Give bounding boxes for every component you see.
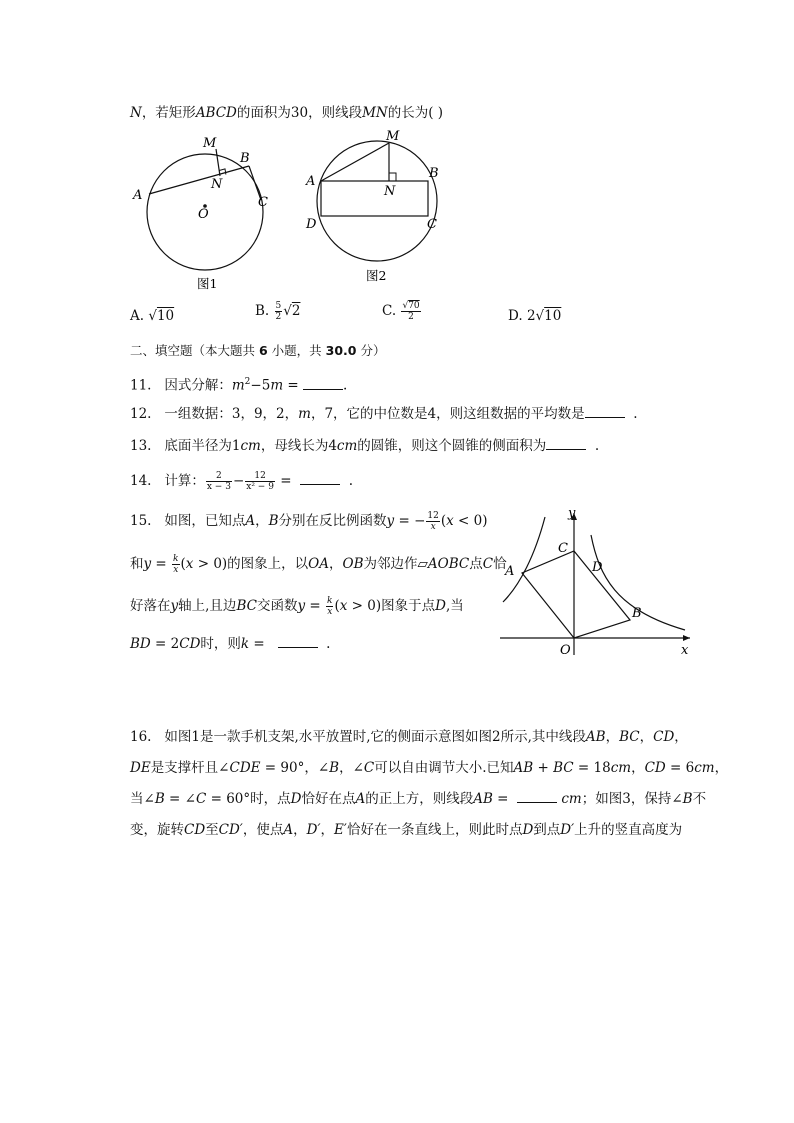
answer-blank[interactable]: [517, 790, 557, 803]
label-b: B: [632, 606, 642, 621]
answer-blank[interactable]: [278, 635, 318, 648]
label-o: O: [198, 207, 209, 222]
circle-2: [317, 141, 437, 261]
question-14: 14. 计算： $\frac{2}{x - 3}$ − $\frac{12}{\text{x² − 9}}$ = .: [130, 471, 354, 492]
segment-mn: [216, 149, 220, 176]
question-15-line-4: BD = 2CD时，则k = .: [130, 636, 331, 652]
answer-blank[interactable]: [300, 472, 340, 485]
figure-3-coordinate: [495, 505, 695, 660]
answer-blank[interactable]: [546, 437, 586, 450]
label-a: A: [505, 564, 515, 579]
label-b: B: [240, 151, 250, 166]
x-axis-arrow: [683, 635, 690, 641]
option-c: C. $\frac{√70}{2}$: [382, 301, 420, 322]
question-16-line-2: DE是支撑杆且∠CDE = 90°，∠B，∠C可以自由调节大小.已知AB + BC = 18cm，CD = 6cm，: [130, 760, 729, 776]
figure-1-circle: [125, 128, 295, 298]
option-a: A. √10: [130, 308, 175, 324]
question-16-line-3: 当∠B = ∠C = 60°时，点D恰好在点A的正上方，则线段AB = cm；如图3，保持∠B不: [130, 791, 707, 807]
option-b: B. $\frac{5}{2}$ √2: [255, 301, 301, 322]
question-13: 13. 底面半径为1cm，母线长为4cm的圆锥，则这个圆锥的侧面积为 .: [130, 438, 600, 454]
label-n: N: [211, 177, 223, 192]
label-n: N: [384, 184, 396, 199]
curve-left-branch: [503, 517, 545, 602]
question-12: 12. 一组数据：3，9，2，m，7，它的中位数是4，则这组数据的平均数是 .: [130, 406, 638, 422]
section-2-header: 二、填空题（本大题共 6 小题，共 30.0 分）: [130, 343, 386, 358]
question-16-line-1: 16. 如图1是一款手机支架,水平放置时,它的侧面示意图如图2所示,其中线段AB，BC，CD，: [130, 729, 688, 745]
question-10-tail: N，若矩形ABCD的面积为30，则线段MN的长为( ): [130, 105, 444, 121]
label-x: x: [681, 643, 689, 658]
right-angle-mark: [389, 173, 396, 181]
question-15-line-1: 15. 如图，已知点A，B分别在反比例函数y = − $\frac{12}{x}$ (x < 0): [130, 511, 488, 532]
rectangle-abcd: [321, 181, 428, 216]
parallelogram-aobc: [522, 551, 630, 638]
figure-2-caption: 图2: [366, 268, 387, 283]
label-d: D: [592, 560, 603, 575]
question-11: 11. 因式分解：$m^2-5m$ = .: [130, 377, 348, 394]
option-d: D. 2√10: [508, 308, 562, 324]
label-a: A: [306, 174, 316, 189]
label-c: C: [427, 217, 437, 232]
label-b: B: [429, 166, 439, 181]
question-15-line-3: 好落在y轴上,且边BC交函数y = $\frac{k}{x}$ (x > 0)图象于点D,当: [130, 596, 464, 617]
question-15-line-2: 和y = $\frac{k}{x}$ (x > 0)的图象上，以OA，OB为邻边作▱AOBC点C恰: [130, 554, 507, 575]
label-o: O: [560, 643, 571, 658]
label-a: A: [133, 188, 143, 203]
label-y: y: [568, 506, 576, 521]
label-d: D: [306, 217, 317, 232]
question-16-line-4: 变，旋转CD至CD′，使点A，D′，E′恰好在一条直线上，则此时点D到点D′上升的竖直高度为: [130, 822, 683, 838]
label-m: M: [203, 136, 217, 151]
figure-1-caption: 图1: [197, 276, 218, 291]
label-c: C: [558, 541, 568, 556]
label-m: M: [386, 129, 400, 144]
answer-blank[interactable]: [585, 405, 625, 418]
label-c: C: [258, 195, 268, 210]
answer-blank[interactable]: [303, 377, 343, 390]
figure-2-circle: [300, 124, 450, 289]
